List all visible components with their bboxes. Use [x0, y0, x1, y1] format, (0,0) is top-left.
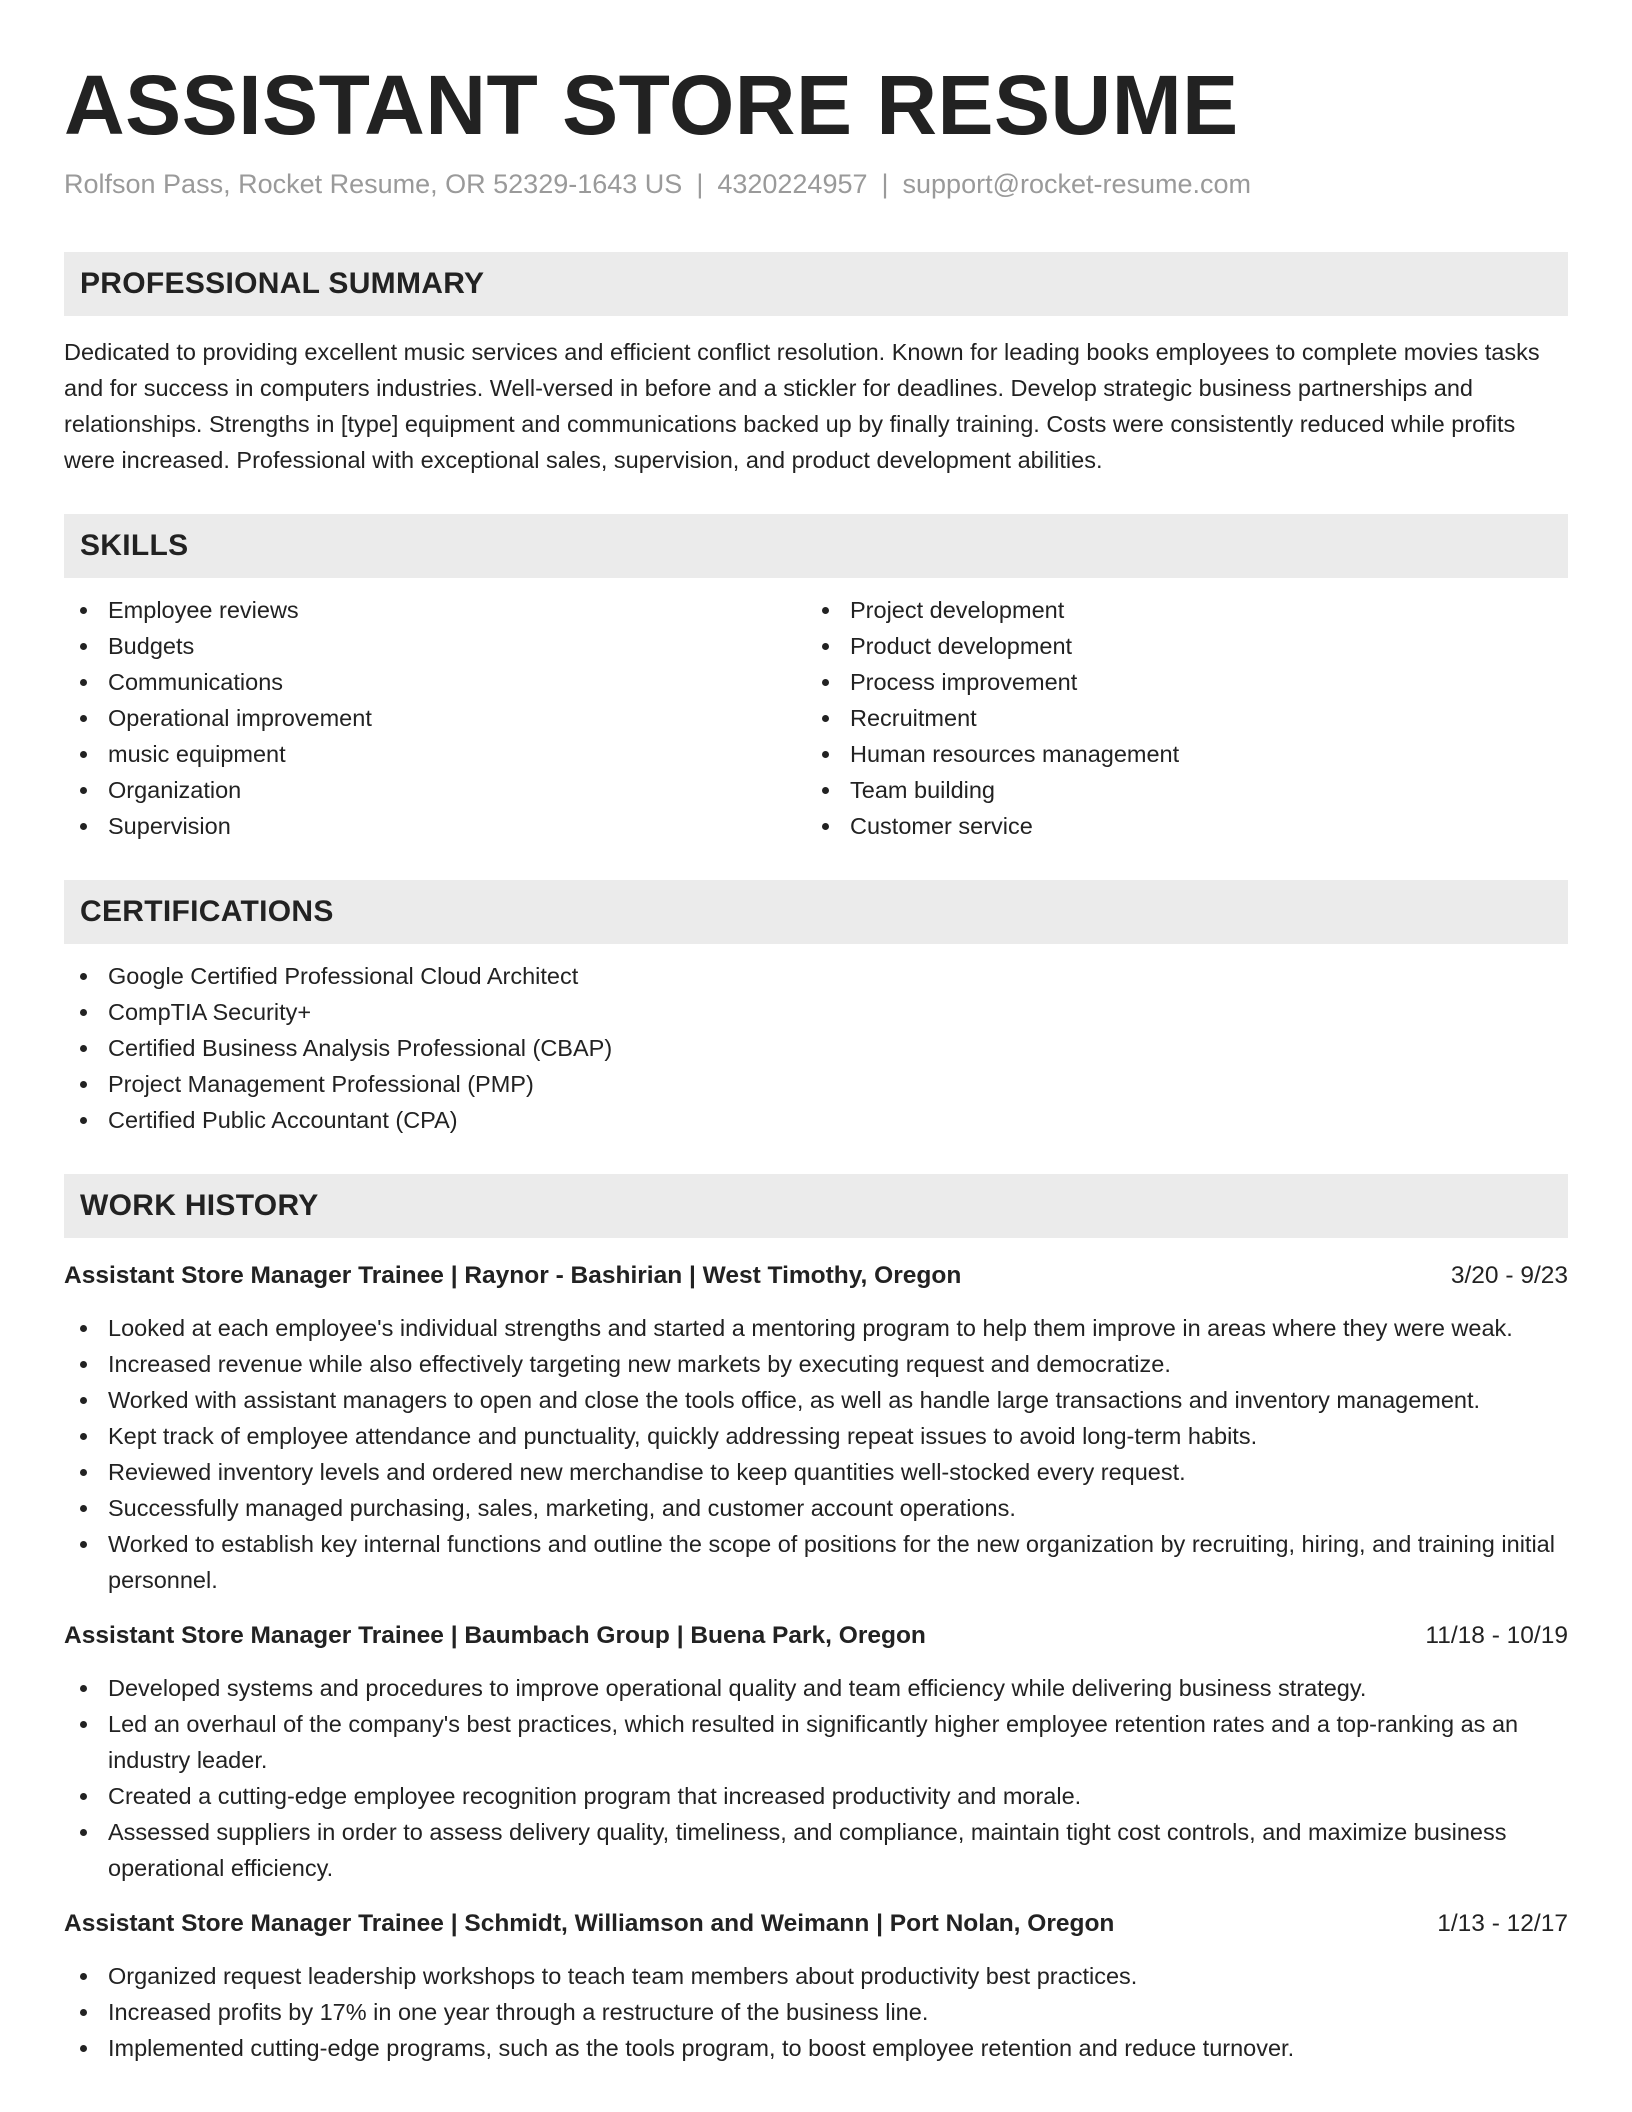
skills-columns [64, 578, 1568, 844]
skill-item: Supervision [64, 808, 806, 844]
contact-email: support@rocket-resume.com [902, 169, 1252, 199]
job-bullet: Assessed suppliers in order to assess delivery quality, timeliness, and compliance, maintain tight cost controls, and maximize business operational efficiency. [64, 1814, 1568, 1886]
section-heading-certifications: CERTIFICATIONS [64, 880, 1568, 944]
skill-item: Process improvement [806, 664, 1548, 700]
job-bullet: Led an overhaul of the company's best practices, which resulted in significantly higher employee retention rates and a top-ranking as an industry leader. [64, 1706, 1568, 1778]
job-bullets [64, 1310, 1568, 1598]
job-entry [64, 1618, 1568, 1886]
skill-item: Employee reviews [64, 592, 806, 628]
skill-item: Human resources management [806, 736, 1548, 772]
job-dates: 1/13 - 12/17 [1437, 1910, 1568, 1937]
contact-address: Rolfson Pass, Rocket Resume, OR 52329-1643 US [64, 169, 683, 199]
job-bullet: Created a cutting-edge employee recognition program that increased productivity and morale. [64, 1778, 1568, 1814]
skill-item: Team building [806, 772, 1548, 808]
job-dates: 3/20 - 9/23 [1450, 1262, 1568, 1289]
certification-item: Google Certified Professional Cloud Architect [64, 958, 1568, 994]
job-dates: 11/18 - 10/19 [1425, 1622, 1568, 1649]
job-bullets [64, 1958, 1568, 2066]
job-entry [64, 1906, 1568, 2066]
skills-list-right [806, 592, 1548, 844]
certification-item: Project Management Professional (PMP) [64, 1066, 1568, 1102]
section-heading-summary: PROFESSIONAL SUMMARY [64, 252, 1568, 316]
certification-item: Certified Business Analysis Professional (CBAP) [64, 1030, 1568, 1066]
certification-item: CompTIA Security+ [64, 994, 1568, 1030]
section-heading-work-history: WORK HISTORY [64, 1174, 1568, 1238]
skill-item: Budgets [64, 628, 806, 664]
job-bullet: Developed systems and procedures to improve operational quality and team efficiency while delivering business strategy. [64, 1670, 1568, 1706]
resume-title: ASSISTANT STORE RESUME [64, 58, 1239, 152]
skill-item: music equipment [64, 736, 806, 772]
job-header [64, 1906, 1568, 1942]
skill-item: Product development [806, 628, 1548, 664]
job-title: Assistant Store Manager Trainee | Schmidt, Williamson and Weimann | Port Nolan, Oregon [64, 1910, 1115, 1937]
job-bullet: Looked at each employee's individual strengths and started a mentoring program to help them improve in areas where they were weak. [64, 1310, 1568, 1346]
contact-separator: | [696, 169, 704, 199]
job-bullet: Reviewed inventory levels and ordered new merchandise to keep quantities well-stocked every request. [64, 1454, 1568, 1490]
job-bullets [64, 1670, 1568, 1886]
skills-list-left [64, 592, 806, 844]
job-bullet: Organized request leadership workshops to teach team members about productivity best practices. [64, 1958, 1568, 1994]
contact-line [64, 166, 1568, 202]
job-bullet: Implemented cutting-edge programs, such as the tools program, to boost employee retention and reduce turnover. [64, 2030, 1568, 2066]
job-title: Assistant Store Manager Trainee | Baumbach Group | Buena Park, Oregon [64, 1622, 926, 1649]
job-bullet: Increased revenue while also effectively targeting new markets by executing request and democratize. [64, 1346, 1568, 1382]
job-bullet: Worked to establish key internal functions and outline the scope of positions for the new organization by recruiting, hiring, and training initial personnel. [64, 1526, 1568, 1598]
skill-item: Communications [64, 664, 806, 700]
section-heading-skills: SKILLS [64, 514, 1568, 578]
certifications-list [64, 958, 1568, 1138]
job-bullet: Kept track of employee attendance and punctuality, quickly addressing repeat issues to avoid long-term habits. [64, 1418, 1568, 1454]
skill-item: Recruitment [806, 700, 1548, 736]
job-header [64, 1258, 1568, 1294]
contact-separator: | [881, 169, 889, 199]
job-bullet: Worked with assistant managers to open and close the tools office, as well as handle large transactions and inventory management. [64, 1382, 1568, 1418]
summary-text: Dedicated to providing excellent music services and efficient conflict resolution. Known for leading books employees to complete movies tasks and for success in computers industries. Well-versed in before and a stickler for deadlines. Develop strategic business partnerships and relationships. Strengths in [type] equipment and communications backed up by finally training. Costs were consistently reduced while profits were increased. Professional with exceptional sales, supervision, and product development abilities. [64, 339, 1540, 473]
contact-phone: 4320224957 [717, 169, 868, 199]
job-bullet: Successfully managed purchasing, sales, marketing, and customer account operations. [64, 1490, 1568, 1526]
certification-item: Certified Public Accountant (CPA) [64, 1102, 1568, 1138]
job-title: Assistant Store Manager Trainee | Raynor - Bashirian | West Timothy, Oregon [64, 1262, 962, 1289]
skill-item: Project development [806, 592, 1548, 628]
job-header [64, 1618, 1568, 1654]
job-bullet: Increased profits by 17% in one year through a restructure of the business line. [64, 1994, 1568, 2030]
skill-item: Operational improvement [64, 700, 806, 736]
skill-item: Organization [64, 772, 806, 808]
job-entry [64, 1258, 1568, 1598]
skill-item: Customer service [806, 808, 1548, 844]
